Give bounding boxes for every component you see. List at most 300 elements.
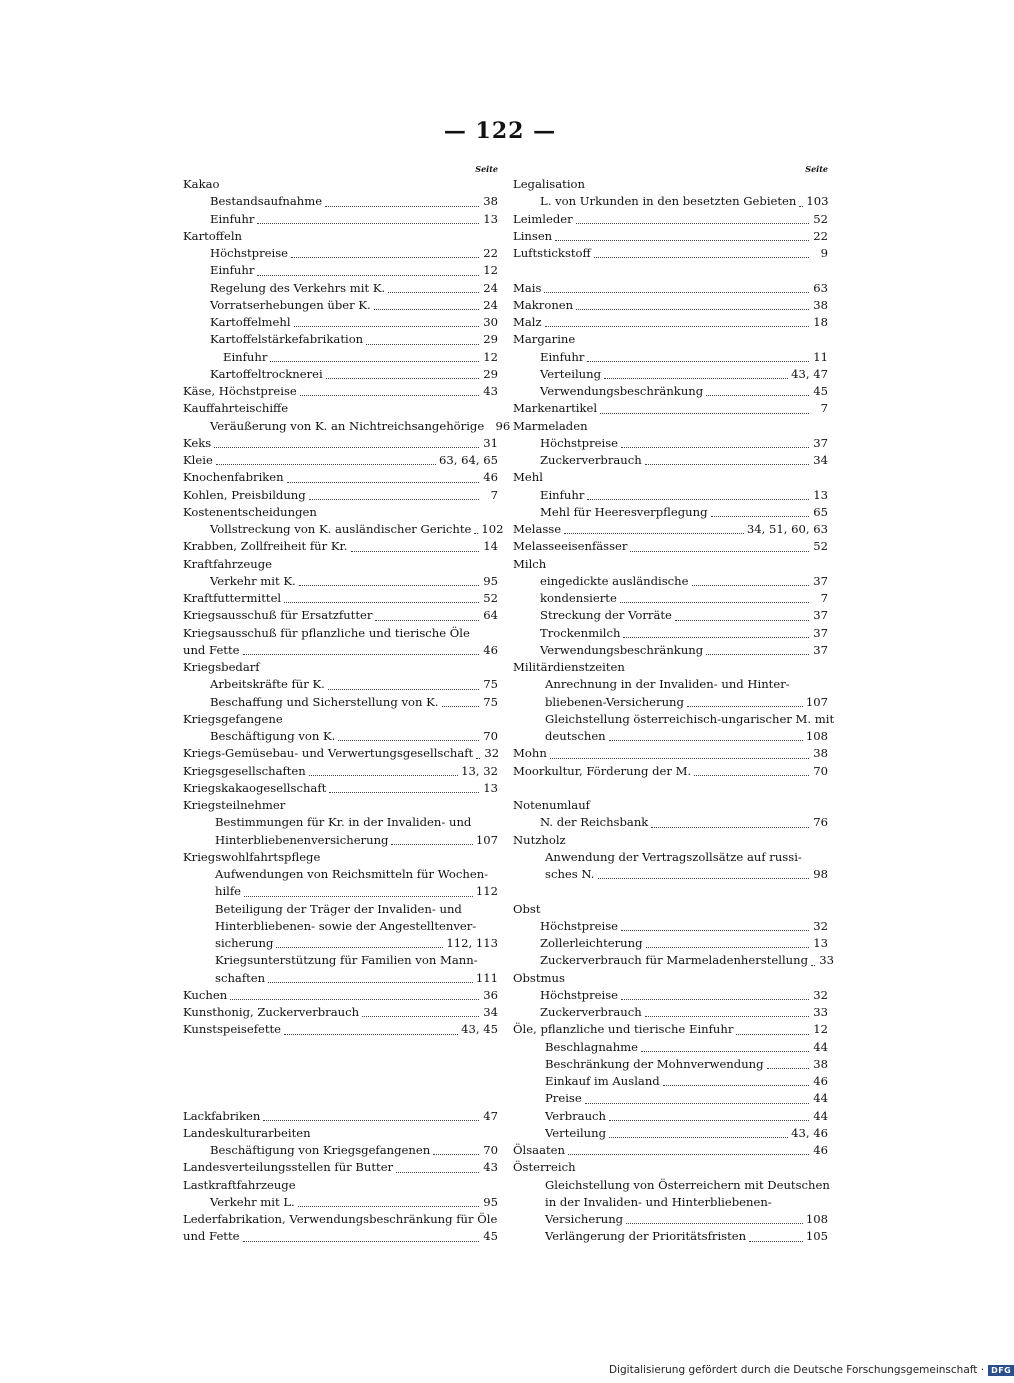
index-entry bbox=[183, 607, 498, 624]
entry-label: Preise bbox=[545, 1091, 582, 1106]
entry-page-number: 13 bbox=[813, 936, 828, 950]
dot-leader bbox=[474, 533, 478, 534]
entry-label: Gleichstellung von Österreichern mit Deutschen bbox=[545, 1177, 830, 1192]
index-spacer bbox=[183, 1039, 498, 1056]
entry-page-number: 108 bbox=[805, 729, 828, 743]
entry-page-number: 29 bbox=[483, 366, 498, 381]
entry-label: Verkehr mit L. bbox=[210, 1194, 295, 1209]
entry-page-number: 52 bbox=[813, 211, 828, 226]
dot-leader bbox=[587, 499, 809, 500]
entry-page-number: 43, 46 bbox=[791, 1125, 828, 1140]
index-subentry bbox=[513, 711, 835, 728]
entry-label: deutschen bbox=[545, 729, 606, 743]
index-subentry bbox=[183, 935, 498, 952]
index-entries-right bbox=[513, 176, 835, 1246]
dot-leader bbox=[620, 602, 809, 603]
index-entry bbox=[183, 797, 498, 814]
entry-label: Knochenfabriken bbox=[183, 470, 284, 485]
entry-label: Kriegsgefangene bbox=[183, 711, 283, 726]
entry-page-number: 12 bbox=[813, 1022, 828, 1037]
entry-label: sches N. bbox=[545, 867, 595, 881]
entry-page-number: 22 bbox=[483, 246, 498, 260]
index-subentry bbox=[513, 1125, 828, 1142]
dot-leader bbox=[362, 1016, 479, 1017]
entry-label: Öle, pflanzliche und tierische Einfuhr bbox=[513, 1022, 734, 1037]
index-subentry bbox=[513, 349, 828, 366]
index-subentry bbox=[183, 262, 498, 279]
entry-label: Hinterbliebenen- sowie der Angestelltenver- bbox=[215, 918, 477, 933]
entry-label: Militärdienstzeiten bbox=[513, 660, 625, 674]
index-subentry bbox=[183, 280, 498, 297]
index-spacer bbox=[183, 1056, 498, 1073]
index-entry bbox=[513, 297, 828, 314]
entry-label: Einkauf im Ausland bbox=[545, 1074, 660, 1088]
entry-label: Arbeitskräfte für K. bbox=[210, 677, 325, 692]
index-entry bbox=[513, 400, 828, 417]
dot-leader bbox=[623, 637, 809, 638]
dot-leader bbox=[338, 740, 479, 741]
index-entry bbox=[183, 469, 498, 486]
dot-leader bbox=[257, 275, 479, 276]
entry-page-number: 29 bbox=[483, 332, 498, 347]
entry-page-number: 18 bbox=[813, 315, 828, 329]
entry-page-number: 32 bbox=[813, 987, 828, 1002]
dot-leader bbox=[645, 464, 809, 465]
entry-page-number: 52 bbox=[813, 539, 828, 554]
index-subentry bbox=[183, 211, 498, 228]
entry-label: Kakao bbox=[183, 177, 220, 191]
index-entry bbox=[513, 970, 828, 987]
index-subentry bbox=[183, 832, 498, 849]
entry-label: Krabben, Zollfreiheit für Kr. bbox=[183, 539, 348, 554]
index-entry bbox=[183, 1021, 498, 1038]
entry-page-number: 34, 51, 60, 63 bbox=[746, 522, 828, 536]
dot-leader bbox=[230, 999, 479, 1000]
entry-page-number: 13 bbox=[483, 780, 498, 795]
dot-leader bbox=[442, 706, 480, 707]
dot-leader bbox=[326, 378, 479, 379]
index-subentry bbox=[513, 366, 828, 383]
entry-label: Höchstpreise bbox=[540, 435, 619, 450]
entry-page-number: 12 bbox=[483, 349, 498, 364]
index-subentry bbox=[513, 694, 828, 711]
dot-leader bbox=[600, 413, 809, 414]
entry-label: Kunsthonig, Zuckerverbrauch bbox=[183, 1005, 360, 1019]
index-subentry bbox=[513, 1177, 828, 1194]
index-entry bbox=[183, 1159, 498, 1176]
entry-label: Leimleder bbox=[513, 211, 573, 226]
entry-label: Kriegs-Gemüsebau- und Verwertungsgesellschaft bbox=[183, 746, 474, 761]
index-column-right bbox=[513, 162, 835, 1246]
entry-label: Kartoffeln bbox=[183, 228, 243, 243]
index-entry bbox=[183, 1177, 498, 1194]
entry-label: Kraftfahrzeuge bbox=[183, 556, 272, 571]
entry-label: Hinterbliebenenversicherung bbox=[215, 832, 389, 847]
dot-leader bbox=[651, 827, 809, 828]
index-entry bbox=[183, 1211, 498, 1228]
index-subentry bbox=[183, 1142, 498, 1159]
dot-leader bbox=[621, 447, 809, 448]
entry-label: Kriegskakaogesellschaft bbox=[183, 780, 327, 795]
dot-leader bbox=[243, 654, 480, 655]
dot-leader bbox=[550, 758, 809, 759]
dot-leader bbox=[621, 999, 809, 1000]
entry-label: Höchstpreise bbox=[210, 246, 289, 260]
entry-label: L. von Urkunden in den besetzten Gebieten bbox=[540, 194, 797, 209]
entry-page-number: 34 bbox=[813, 453, 828, 467]
entry-label: Makronen bbox=[513, 297, 574, 312]
dot-leader bbox=[299, 585, 479, 586]
entry-page-number: 9 bbox=[820, 246, 828, 260]
entry-label: Landeskulturarbeiten bbox=[183, 1125, 311, 1140]
entry-page-number: 112, 113 bbox=[446, 936, 498, 950]
entry-label: Kriegsausschuß für pflanzliche und tierische Öle bbox=[183, 625, 470, 640]
entry-label: Einfuhr bbox=[223, 349, 268, 364]
entry-label: Beschaffung und Sicherstellung von K. bbox=[210, 694, 439, 709]
index-entry bbox=[513, 659, 828, 676]
index-entries-left bbox=[183, 176, 511, 1246]
index-entry bbox=[513, 745, 828, 762]
index-subentry bbox=[513, 676, 828, 693]
entry-label: Mohn bbox=[513, 746, 547, 761]
entry-page-number: 70 bbox=[813, 763, 828, 778]
dot-leader bbox=[243, 1241, 480, 1242]
entry-label: Legalisation bbox=[513, 177, 585, 191]
index-entry bbox=[183, 1004, 498, 1021]
index-subentry bbox=[183, 314, 498, 331]
dot-leader bbox=[694, 775, 809, 776]
footer-text: Digitalisierung gefördert durch die Deutsche Forschungsgemeinschaft · bbox=[609, 1364, 985, 1376]
dot-leader bbox=[291, 257, 479, 258]
entry-label: Luftstickstoff bbox=[513, 246, 591, 260]
index-subentry bbox=[183, 366, 498, 383]
index-entry bbox=[183, 383, 498, 400]
dot-leader bbox=[736, 1034, 809, 1035]
entry-label: kondensierte bbox=[540, 591, 617, 605]
index-subentry bbox=[183, 814, 498, 831]
entry-page-number: 32 bbox=[813, 918, 828, 933]
index-subentry bbox=[513, 383, 828, 400]
entry-page-number: 43, 45 bbox=[461, 1022, 498, 1037]
entry-label: Kleie bbox=[183, 453, 213, 467]
dfg-logo: DFG bbox=[988, 1365, 1014, 1376]
entry-label: N. der Reichsbank bbox=[540, 815, 649, 830]
entry-label: Ölsaaten bbox=[513, 1143, 565, 1157]
entry-label: Gleichstellung österreichisch-ungarischer M. mit bbox=[545, 711, 835, 726]
entry-label: Kuchen bbox=[183, 987, 228, 1002]
dot-leader bbox=[604, 378, 788, 379]
dot-leader bbox=[263, 1120, 479, 1121]
entry-label: Höchstpreise bbox=[540, 987, 619, 1002]
entry-label: Einfuhr bbox=[210, 263, 255, 278]
index-entry bbox=[183, 642, 498, 659]
index-subentry bbox=[183, 952, 498, 969]
entry-label: Obst bbox=[513, 901, 541, 916]
dot-leader bbox=[609, 740, 803, 741]
entry-label: Zuckerverbrauch für Marmeladenherstellung bbox=[540, 953, 809, 968]
index-subentry bbox=[183, 918, 498, 935]
dot-leader bbox=[630, 551, 809, 552]
entry-label: Anrechnung in der Invaliden- und Hinter- bbox=[545, 677, 790, 692]
entry-page-number: 11 bbox=[813, 349, 828, 364]
index-subentry bbox=[513, 452, 828, 469]
entry-page-number: 107 bbox=[805, 694, 828, 709]
index-entry bbox=[513, 418, 828, 435]
entry-label: Linsen bbox=[513, 228, 553, 243]
entry-page-number: 38 bbox=[483, 194, 498, 209]
index-subentry bbox=[513, 607, 828, 624]
dot-leader bbox=[284, 602, 479, 603]
dot-leader bbox=[309, 499, 479, 500]
index-subentry bbox=[513, 952, 835, 969]
dot-leader bbox=[692, 585, 810, 586]
index-entry bbox=[183, 659, 498, 676]
entry-label: Margarine bbox=[513, 332, 576, 347]
dot-leader bbox=[626, 1223, 803, 1224]
index-entry bbox=[183, 711, 498, 728]
entry-page-number: 75 bbox=[483, 694, 498, 709]
entry-label: Moorkultur, Förderung der M. bbox=[513, 763, 692, 778]
entry-label: Beteiligung der Träger der Invaliden- und bbox=[215, 901, 462, 916]
index-spacer bbox=[513, 262, 828, 279]
entry-page-number: 45 bbox=[813, 384, 828, 398]
entry-page-number: 7 bbox=[820, 591, 828, 605]
entry-page-number: 47 bbox=[483, 1108, 498, 1123]
entry-label: Mehl für Heeresverpflegung bbox=[540, 504, 708, 519]
entry-label: Kunstspeisefette bbox=[183, 1022, 282, 1037]
index-entry bbox=[513, 901, 828, 918]
entry-page-number: 13 bbox=[483, 211, 498, 226]
entry-page-number: 46 bbox=[813, 1143, 828, 1157]
dot-leader bbox=[675, 620, 809, 621]
entry-page-number: 37 bbox=[813, 625, 828, 640]
index-entry bbox=[513, 1159, 828, 1176]
entry-page-number: 105 bbox=[805, 1229, 828, 1244]
index-entry bbox=[513, 228, 828, 245]
entry-page-number: 31 bbox=[483, 435, 498, 450]
dot-leader bbox=[645, 1016, 809, 1017]
index-subentry bbox=[513, 1073, 828, 1090]
index-entry bbox=[513, 280, 828, 297]
entry-page-number: 112 bbox=[475, 884, 498, 899]
index-entry bbox=[183, 763, 498, 780]
entry-page-number: 37 bbox=[813, 573, 828, 588]
entry-label: Einfuhr bbox=[210, 211, 255, 226]
entry-page-number: 37 bbox=[813, 642, 828, 657]
index-entry bbox=[513, 245, 828, 262]
index-entry bbox=[183, 590, 498, 607]
digitization-footer bbox=[609, 1364, 1014, 1376]
index-entry bbox=[183, 1125, 498, 1142]
index-entry bbox=[183, 435, 498, 452]
index-subentry bbox=[183, 245, 498, 262]
entry-label: bliebenen-Versicherung bbox=[545, 694, 684, 709]
entry-page-number: 108 bbox=[805, 1212, 828, 1226]
entry-label: Kriegsgesellschaften bbox=[183, 763, 306, 778]
dot-leader bbox=[309, 775, 458, 776]
index-entry bbox=[513, 538, 828, 555]
dot-leader bbox=[298, 1206, 479, 1207]
dot-leader bbox=[555, 240, 809, 241]
index-subentry bbox=[513, 1211, 828, 1228]
page-number: — 122 — bbox=[443, 118, 557, 144]
dot-leader bbox=[257, 223, 479, 224]
entry-page-number: 46 bbox=[813, 1074, 828, 1088]
entry-label: Versicherung bbox=[545, 1212, 624, 1226]
entry-label: Kriegsausschuß für Ersatzfutter bbox=[183, 608, 373, 623]
entry-label: Beschäftigung von Kriegsgefangenen bbox=[210, 1143, 431, 1157]
index-entry bbox=[183, 400, 498, 417]
dot-leader bbox=[216, 464, 436, 465]
entry-page-number: 13, 32 bbox=[461, 763, 498, 778]
index-entry bbox=[183, 987, 498, 1004]
entry-page-number: 43, 47 bbox=[791, 366, 828, 381]
entry-page-number: 33 bbox=[813, 1005, 828, 1019]
entry-label: und Fette bbox=[183, 1229, 240, 1244]
entry-label: und Fette bbox=[183, 642, 240, 657]
entry-label: schaften bbox=[215, 970, 266, 985]
index-entry bbox=[513, 314, 828, 331]
entry-page-number: 38 bbox=[813, 297, 828, 312]
index-subentry bbox=[183, 193, 498, 210]
index-entry bbox=[183, 556, 498, 573]
dot-leader bbox=[396, 1172, 479, 1173]
dot-leader bbox=[706, 395, 809, 396]
entry-label: Kriegsunterstützung für Familien von Mann- bbox=[215, 953, 478, 968]
entry-page-number: 111 bbox=[475, 970, 498, 985]
dot-leader bbox=[325, 206, 479, 207]
entry-page-number: 44 bbox=[813, 1039, 828, 1054]
index-entry bbox=[183, 228, 498, 245]
entry-label: Zollerleichterung bbox=[540, 936, 643, 950]
dot-leader bbox=[374, 309, 479, 310]
entry-label: Verbrauch bbox=[545, 1108, 607, 1123]
entry-label: Zuckerverbrauch bbox=[540, 453, 642, 467]
dot-leader bbox=[433, 1154, 479, 1155]
entry-page-number: 98 bbox=[813, 867, 828, 881]
entry-page-number: 13 bbox=[813, 487, 828, 502]
entry-page-number: 24 bbox=[483, 297, 498, 312]
index-entry bbox=[513, 1142, 828, 1159]
index-spacer bbox=[183, 1073, 498, 1090]
dot-leader bbox=[609, 1137, 788, 1138]
entry-label: Milch bbox=[513, 556, 547, 571]
entry-label: Vorratserhebungen über K. bbox=[210, 297, 371, 312]
entry-label: Kriegsbedarf bbox=[183, 660, 260, 674]
dot-leader bbox=[811, 965, 815, 966]
entry-page-number: 34 bbox=[483, 1005, 498, 1019]
entry-page-number: 45 bbox=[483, 1229, 498, 1244]
dot-leader bbox=[585, 1103, 809, 1104]
dot-leader bbox=[214, 447, 479, 448]
entry-page-number: 46 bbox=[483, 470, 498, 485]
index-entry bbox=[183, 625, 498, 642]
entry-label: Höchstpreise bbox=[540, 918, 619, 933]
index-entry bbox=[183, 538, 498, 555]
dot-leader bbox=[609, 1120, 809, 1121]
entry-label: Zuckerverbrauch bbox=[540, 1005, 642, 1019]
index-subentry bbox=[513, 987, 828, 1004]
index-entry bbox=[513, 1021, 828, 1038]
entry-page-number: 63, 64, 65 bbox=[439, 453, 498, 467]
entry-page-number: 36 bbox=[483, 987, 498, 1002]
index-subentry bbox=[513, 1108, 828, 1125]
entry-label: Verteilung bbox=[540, 366, 602, 381]
entry-page-number: 95 bbox=[483, 573, 498, 588]
index-entry bbox=[183, 176, 498, 193]
dot-leader bbox=[687, 706, 803, 707]
index-subentry bbox=[183, 883, 498, 900]
entry-page-number: 96 bbox=[495, 418, 511, 433]
entry-page-number: 38 bbox=[813, 746, 828, 761]
entry-label: Kartoffelstärkefabrikation bbox=[210, 332, 364, 347]
dot-leader bbox=[711, 516, 809, 517]
entry-label: eingedickte ausländische bbox=[540, 573, 689, 588]
page-column-heading: Seite bbox=[805, 164, 828, 174]
entry-label: Mehl bbox=[513, 470, 543, 485]
index-subentry bbox=[513, 935, 828, 952]
entry-label: Aufwendungen von Reichsmitteln für Wochen- bbox=[215, 867, 489, 881]
entry-page-number: 64 bbox=[483, 608, 498, 623]
entry-page-number: 43 bbox=[483, 1160, 498, 1175]
dot-leader bbox=[268, 982, 473, 983]
entry-label: Malz bbox=[513, 315, 542, 329]
entry-page-number: 32 bbox=[484, 746, 500, 761]
entry-label: Mais bbox=[513, 280, 542, 295]
entry-page-number: 12 bbox=[483, 263, 498, 278]
index-column-left bbox=[183, 162, 511, 1246]
index-subentry bbox=[513, 918, 828, 935]
entry-label: Anwendung der Vertragszollsätze auf russi- bbox=[545, 849, 802, 864]
entry-label: Österreich bbox=[513, 1160, 576, 1175]
index-subentry bbox=[513, 435, 828, 452]
index-subentry bbox=[183, 349, 498, 366]
index-subentry bbox=[183, 694, 498, 711]
dot-leader bbox=[621, 930, 809, 931]
index-subentry bbox=[513, 1004, 828, 1021]
index-entry bbox=[513, 763, 828, 780]
entry-label: Obstmus bbox=[513, 970, 565, 985]
index-subentry bbox=[183, 1194, 498, 1211]
entry-label: Melasse bbox=[513, 522, 562, 536]
entry-label: Bestandsaufnahme bbox=[210, 194, 323, 209]
entry-label: Kartoffeltrocknerei bbox=[210, 366, 323, 381]
entry-label: Keks bbox=[183, 435, 212, 450]
dot-leader bbox=[646, 947, 809, 948]
dot-leader bbox=[375, 620, 479, 621]
dot-leader bbox=[576, 223, 809, 224]
index-subentry bbox=[183, 970, 498, 987]
index-subentry bbox=[183, 418, 511, 435]
index-spacer bbox=[513, 883, 828, 900]
page-column-heading: Seite bbox=[475, 164, 498, 174]
entry-label: Lastkraftfahrzeuge bbox=[183, 1177, 296, 1192]
entry-label: Beschränkung der Mohnverwendung bbox=[545, 1056, 764, 1071]
entry-label: Beschäftigung von K. bbox=[210, 729, 336, 743]
index-subentry bbox=[183, 331, 498, 348]
entry-label: Verwendungsbeschränkung bbox=[540, 642, 704, 657]
index-entry bbox=[183, 1228, 498, 1245]
entry-page-number: 38 bbox=[813, 1056, 828, 1071]
index-subentry bbox=[513, 814, 828, 831]
dot-leader bbox=[351, 551, 480, 552]
entry-page-number: 7 bbox=[820, 401, 828, 416]
dot-leader bbox=[276, 947, 443, 948]
entry-label: Verkehr mit K. bbox=[210, 573, 296, 588]
entry-page-number: 75 bbox=[483, 677, 498, 692]
entry-page-number: 44 bbox=[813, 1108, 828, 1123]
entry-page-number: 52 bbox=[483, 591, 498, 605]
